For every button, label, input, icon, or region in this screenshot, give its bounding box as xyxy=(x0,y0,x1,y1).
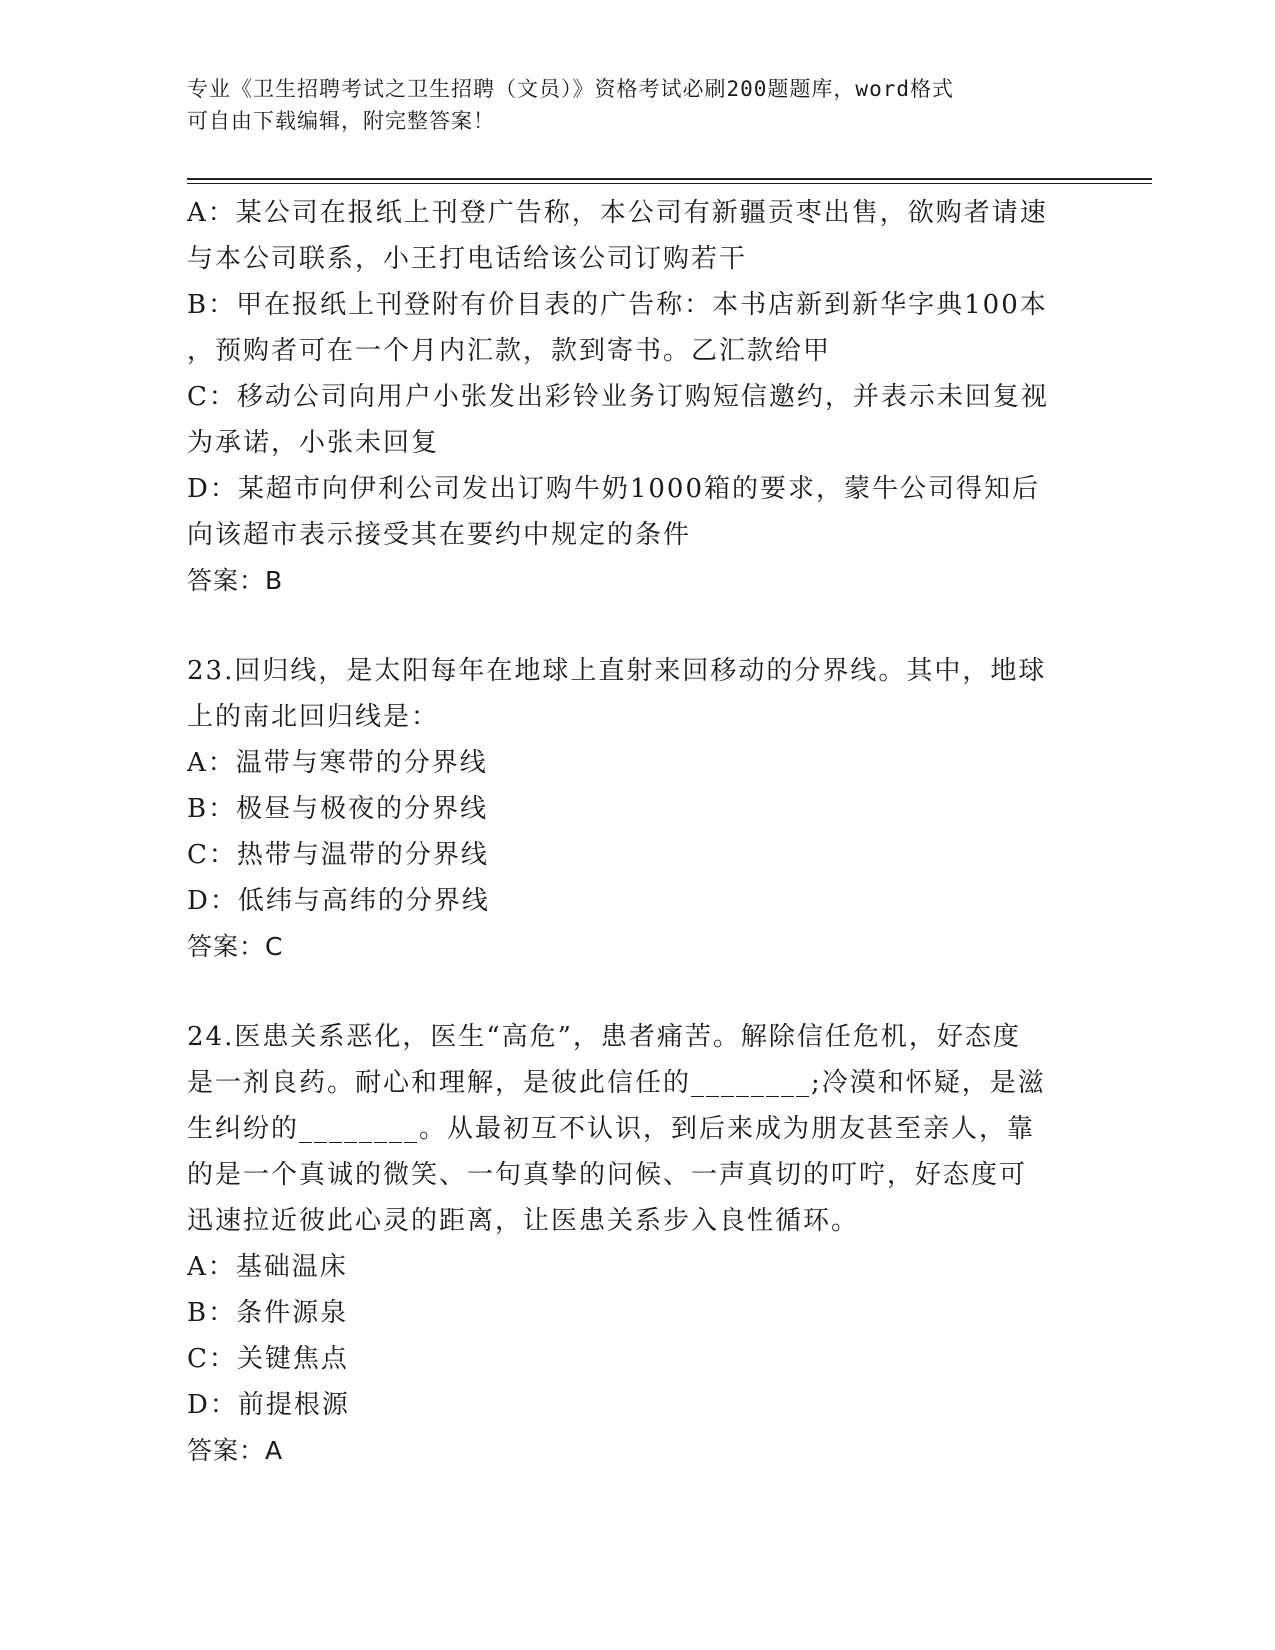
option-b: B：条件源泉 xyxy=(187,1298,349,1328)
question-stem-line-3: 生纠纷的________。从最初互不认识，到后来成为朋友甚至亲人，靠 xyxy=(187,1114,1036,1144)
option-d: D：前提根源 xyxy=(187,1390,350,1420)
option-b-line-1: B：甲在报纸上刊登附有价目表的广告称：本书店新到新华字典100本 xyxy=(187,290,1048,320)
option-d-line-2: 向该超市表示接受其在要约中规定的条件 xyxy=(187,520,692,550)
option-b-line-2: ，预购者可在一个月内汇款，款到寄书。乙汇款给甲 xyxy=(187,336,832,366)
header-divider-thick xyxy=(187,178,1152,180)
document-header xyxy=(187,73,1067,137)
question-stem-line-4: 的是一个真诚的微笑、一句真挚的问候、一声真切的叮咛，好态度可 xyxy=(187,1160,1028,1190)
answer-label: 答案：C xyxy=(187,932,284,961)
option-a-line-2: 与本公司联系，小王打电话给该公司订购若干 xyxy=(187,244,748,274)
header-line-2: 可自由下载编辑，附完整答案！ xyxy=(187,109,495,133)
question-stem-line-5: 迅速拉近彼此心灵的距离，让医患关系步入良性循环。 xyxy=(187,1206,860,1236)
question-spacer xyxy=(187,970,1087,1014)
question-22 xyxy=(187,190,1087,604)
question-stem-line-1: 24.医患关系恶化，医生“高危”，患者痛苦。解除信任危机，好态度 xyxy=(187,1022,1021,1052)
question-stem-line-2: 是一剂良药。耐心和理解，是彼此信任的________;冷漠和怀疑，是滋 xyxy=(187,1068,1046,1098)
option-a: A：温带与寒带的分界线 xyxy=(187,748,488,778)
option-a: A：基础温床 xyxy=(187,1252,348,1282)
option-b: B：极昼与极夜的分界线 xyxy=(187,794,489,824)
header-line-1: 专业《卫生招聘考试之卫生招聘（文员）》资格考试必刷200题题库，word格式 xyxy=(187,77,954,101)
question-24 xyxy=(187,1014,1087,1474)
question-spacer xyxy=(187,604,1087,648)
option-d: D：低纬与高纬的分界线 xyxy=(187,886,490,916)
option-c: C：关键焦点 xyxy=(187,1344,349,1374)
option-c-line-1: C：移动公司向用户小张发出彩铃业务订购短信邀约，并表示未回复视 xyxy=(187,382,1049,412)
option-d-line-1: D：某超市向伊利公司发出订购牛奶1000箱的要求，蒙牛公司得知后 xyxy=(187,474,1041,504)
question-content xyxy=(187,190,1087,1474)
answer-label: 答案：A xyxy=(187,1436,284,1465)
answer-label: 答案：B xyxy=(187,566,284,595)
option-c-line-2: 为承诺，小张未回复 xyxy=(187,428,440,458)
option-c: C：热带与温带的分界线 xyxy=(187,840,489,870)
question-stem-line-2: 上的南北回归线是： xyxy=(187,702,440,732)
header-divider-thin xyxy=(187,183,1152,184)
question-23 xyxy=(187,648,1087,970)
question-stem-line-1: 23.回归线，是太阳每年在地球上直射来回移动的分界线。其中，地球 xyxy=(187,656,1047,686)
option-a-line-1: A：某公司在报纸上刊登广告称，本公司有新疆贡枣出售，欲购者请速 xyxy=(187,198,1048,228)
